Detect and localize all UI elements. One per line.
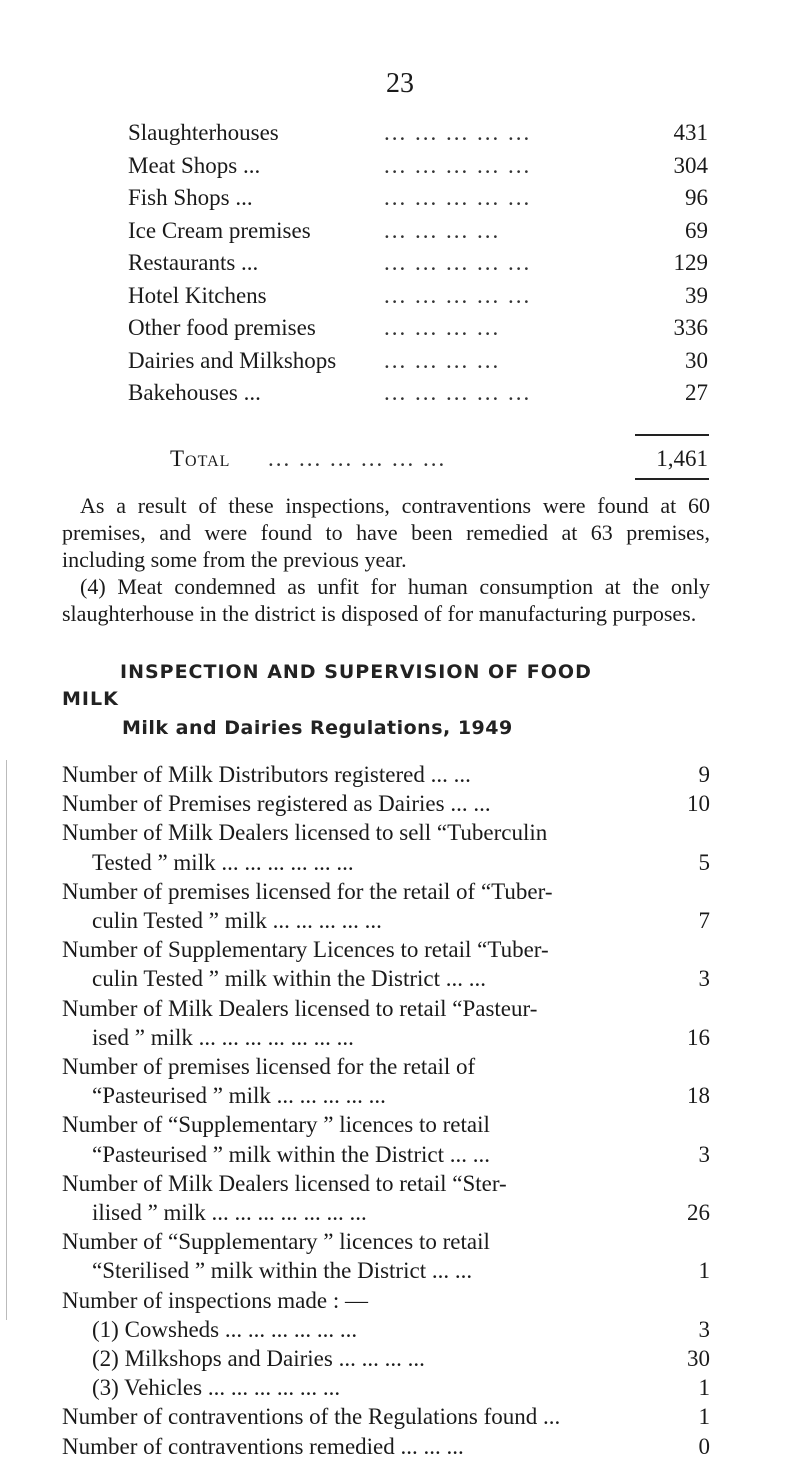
summary-row bbox=[128, 183, 708, 213]
summary-row-label: Dairies and Milkshops bbox=[128, 347, 337, 373]
summary-row bbox=[128, 281, 708, 311]
summary-row-label: Fish Shops ... bbox=[128, 185, 253, 210]
summary-row-dots: ... ... ... ... ... bbox=[384, 152, 532, 178]
milk-item-line bbox=[62, 994, 710, 1024]
page-number: 23 bbox=[386, 68, 414, 99]
milk-item bbox=[62, 906, 710, 936]
total-row bbox=[128, 444, 708, 474]
milk-item bbox=[62, 760, 710, 790]
summary-row-label: Slaughterhouses bbox=[128, 120, 279, 145]
summary-row bbox=[128, 216, 708, 246]
summary-row bbox=[128, 346, 708, 376]
summary-row-label: Restaurants ... bbox=[128, 250, 259, 275]
total-rule-bottom bbox=[635, 478, 709, 480]
milk-item bbox=[62, 848, 710, 878]
summary-row-dots: ... ... ... ... bbox=[384, 217, 501, 243]
summary-row-dots: ... ... ... ... bbox=[384, 315, 501, 340]
summary-row bbox=[128, 378, 708, 408]
summary-row-value: 129 bbox=[673, 250, 708, 275]
milk-item-label: “Sterilised ” milk within the District ... ... bbox=[92, 1258, 473, 1284]
summary-row-label: Meat Shops ... bbox=[128, 152, 261, 178]
milk-item-label: “Pasteurised ” milk within the District ... ... bbox=[92, 1141, 490, 1167]
milk-item-value: 18 bbox=[687, 1083, 710, 1109]
summary-row-dots: ... ... ... ... ... bbox=[384, 120, 532, 145]
regulations-heading: Milk and Dairies Regulations, 1949 bbox=[122, 717, 513, 739]
total-rule-top bbox=[635, 434, 709, 436]
milk-item-line-label: Number of Milk Dealers licensed to sell “Tuberculin bbox=[62, 820, 548, 846]
milk-item-label: Tested ” milk ... ... ... ... ... ... bbox=[92, 849, 354, 875]
summary-row bbox=[128, 248, 708, 278]
milk-item-label: ised ” milk ... ... ... ... ... ... ... bbox=[92, 1024, 354, 1050]
milk-item-label: culin Tested ” milk within the District ... ... bbox=[92, 966, 487, 992]
milk-item-value: 9 bbox=[698, 762, 710, 787]
summary-row-label: Ice Cream premises bbox=[128, 217, 311, 243]
inspection-item bbox=[62, 1373, 710, 1403]
milk-item-line bbox=[62, 877, 710, 907]
milk-item bbox=[62, 1198, 710, 1228]
inspection-item bbox=[62, 1315, 710, 1345]
summary-row-dots: ... ... ... ... bbox=[384, 347, 501, 373]
inspection-item-label: (1) Cowsheds ... ... ... ... ... ... bbox=[92, 1316, 358, 1342]
milk-item-label: ilised ” milk ... ... ... ... ... ... ... bbox=[92, 1200, 367, 1225]
summary-row-value: 304 bbox=[673, 152, 708, 178]
inspection-item bbox=[62, 1344, 710, 1374]
milk-item-value: 1 bbox=[698, 1258, 710, 1284]
total-value: 1,461 bbox=[656, 446, 708, 471]
milk-item-label: Number of Premises registered as Dairies ... ... bbox=[62, 791, 491, 817]
milk-item-line bbox=[62, 1169, 710, 1199]
summary-row-dots: ... ... ... ... ... bbox=[384, 282, 532, 308]
milk-item bbox=[62, 964, 710, 994]
inspection-item-value: 1 bbox=[698, 1375, 710, 1401]
milk-item-line bbox=[62, 935, 710, 965]
milk-item-line-label: Number of premises licensed for the retail of bbox=[62, 1054, 476, 1079]
milk-item-line-label: Number of Supplementary Licences to retail “Tuber- bbox=[62, 937, 549, 963]
milk-item-value: 16 bbox=[687, 1024, 710, 1050]
milk-item-label: culin Tested ” milk ... ... ... ... ... bbox=[92, 908, 382, 933]
summary-row-dots: ... ... ... ... ... bbox=[384, 380, 532, 405]
milk-heading: MILK bbox=[62, 688, 119, 710]
summary-row bbox=[128, 118, 708, 148]
milk-item-value: 7 bbox=[698, 908, 710, 933]
milk-item-line-label: Number of premises licensed for the retail of “Tuber- bbox=[62, 878, 553, 904]
summary-row-dots: ... ... ... ... ... bbox=[384, 185, 532, 210]
total-label: Total bbox=[170, 446, 231, 471]
milk-item-line bbox=[62, 1227, 710, 1257]
summary-row-label: Other food premises bbox=[128, 315, 316, 340]
milk-item-value: 3 bbox=[698, 1141, 710, 1167]
milk-item bbox=[62, 1140, 710, 1170]
summary-row-value: 69 bbox=[685, 217, 708, 243]
contraventions-remedied bbox=[62, 1432, 710, 1462]
milk-item bbox=[62, 789, 710, 819]
milk-item-line bbox=[62, 1110, 710, 1140]
inspection-item-value: 3 bbox=[698, 1316, 710, 1342]
contraventions-found-value: 1 bbox=[698, 1404, 710, 1430]
page-edge-shadow bbox=[6, 760, 7, 1320]
total-dots: ... ... ... ... ... ... bbox=[268, 446, 447, 471]
contraventions-found bbox=[62, 1402, 710, 1432]
milk-item bbox=[62, 1081, 710, 1111]
summary-row-value: 39 bbox=[685, 282, 708, 308]
contraventions-remedied-value: 0 bbox=[698, 1433, 710, 1459]
paragraph-contraventions: As a result of these inspections, contraventions were found at 60 premises, and were found to have been remedied at 63 premises, including some from the previous year. bbox=[62, 493, 710, 572]
summary-row-label: Bakehouses ... bbox=[128, 380, 261, 405]
section-heading: INSPECTION AND SUPERVISION OF FOOD bbox=[120, 661, 592, 683]
milk-item-label: “Pasteurised ” milk ... ... ... ... ... bbox=[92, 1083, 386, 1109]
summary-row-dots: ... ... ... ... ... bbox=[384, 250, 532, 275]
summary-row-value: 96 bbox=[685, 185, 708, 210]
inspections-heading-label: Number of inspections made : — bbox=[62, 1287, 368, 1313]
milk-item bbox=[62, 1023, 710, 1053]
paragraph-meat-condemned: (4) Meat condemned as unfit for human consumption at the only slaughterhouse in the district is disposed of for manufacturing purposes. bbox=[62, 574, 710, 626]
summary-row bbox=[128, 313, 708, 343]
summary-row-value: 27 bbox=[685, 380, 708, 405]
inspection-item-label: (2) Milkshops and Dairies ... ... ... ... bbox=[92, 1346, 425, 1371]
summary-row bbox=[128, 151, 708, 181]
inspection-item-value: 30 bbox=[687, 1346, 710, 1371]
summary-row-value: 336 bbox=[673, 315, 708, 340]
inspection-item-label: (3) Vehicles ... ... ... ... ... ... bbox=[92, 1375, 341, 1401]
milk-item-line-label: Number of Milk Dealers licensed to retail “Pasteur- bbox=[62, 995, 538, 1021]
milk-item bbox=[62, 1256, 710, 1286]
milk-item-value: 3 bbox=[698, 966, 710, 992]
milk-item-line bbox=[62, 818, 710, 848]
milk-item-line-label: Number of Milk Dealers licensed to retail “Ster- bbox=[62, 1170, 507, 1196]
milk-item-line bbox=[62, 1052, 710, 1082]
contraventions-remedied-label: Number of contraventions remedied ... ... ... bbox=[62, 1433, 464, 1459]
contraventions-found-label: Number of contraventions of the Regulations found ... bbox=[62, 1404, 561, 1430]
milk-item-value: 26 bbox=[687, 1200, 710, 1225]
milk-item-value: 10 bbox=[687, 791, 710, 817]
milk-item-value: 5 bbox=[698, 849, 710, 875]
summary-row-value: 431 bbox=[673, 120, 708, 145]
summary-row-value: 30 bbox=[685, 347, 708, 373]
milk-item-line-label: Number of “Supplementary ” licences to retail bbox=[62, 1229, 490, 1255]
milk-item-line-label: Number of “Supplementary ” licences to retail bbox=[62, 1112, 490, 1138]
inspections-heading bbox=[62, 1286, 710, 1316]
milk-item-label: Number of Milk Distributors registered ... ... bbox=[62, 762, 471, 787]
summary-row-label: Hotel Kitchens bbox=[128, 282, 267, 308]
